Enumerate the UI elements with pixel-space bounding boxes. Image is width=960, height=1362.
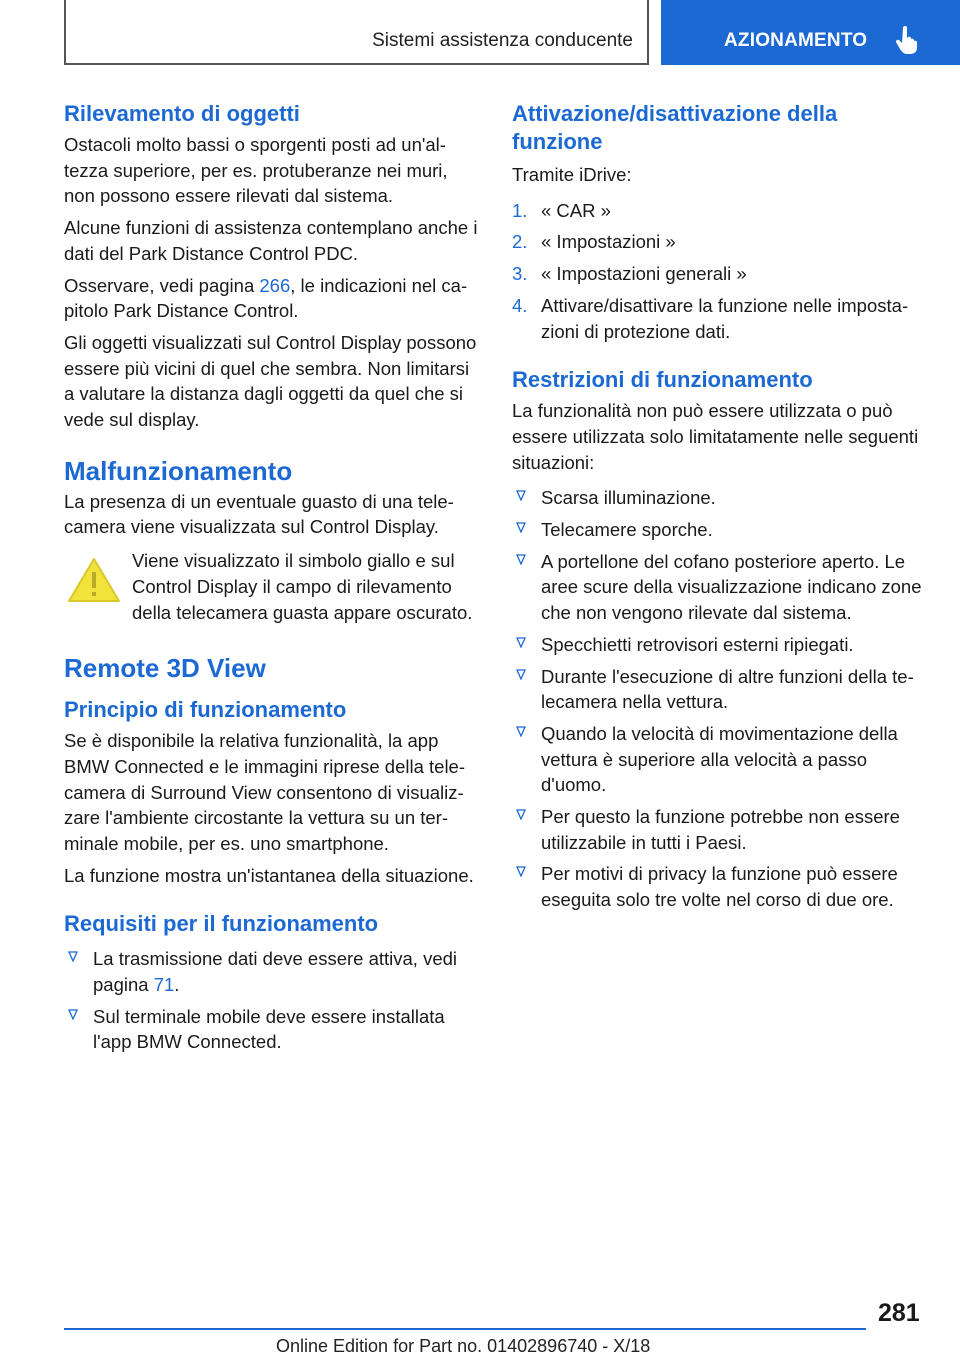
warning-note [64, 548, 482, 628]
steps-list [512, 198, 932, 345]
paragraph-principio-2: La funzione mostra un'istantanea della situazione. [64, 864, 474, 886]
list-item [512, 517, 932, 543]
list-item [512, 804, 932, 855]
subheading-principio: Principio di funzionamento [64, 697, 347, 723]
header-section-title: Sistemi assistenza conducente [372, 30, 633, 51]
footer-edition: Online Edition for Part no. 01402896740 - X/18 [276, 1336, 651, 1356]
footer-divider [64, 1328, 866, 1330]
requisiti-list [64, 946, 482, 1055]
text-segment: , le indicazioni nel capitolo Park Distance Control. [64, 274, 468, 322]
text-segment: . [174, 974, 180, 996]
text-segment: Osservare, vedi pagina [64, 274, 260, 296]
paragraph-malfunzionamento: La presenza di un eventuale guasto di una telecamera viene visualizzata sul Control Display. [64, 490, 454, 538]
header-section-box [64, 0, 649, 65]
list-item [64, 1004, 482, 1055]
subheading-requisiti: Requisiti per il funzionamento [64, 911, 379, 937]
triangle-bullet-icon [68, 1009, 78, 1020]
section-heading-malfunzionamento: Malfunzionamento [64, 455, 293, 486]
list-item [512, 664, 932, 715]
triangle-bullet-icon [516, 554, 526, 565]
triangle-bullet-icon [516, 866, 526, 877]
list-item [512, 198, 932, 224]
paragraph-restrizioni-intro: La funzionalità non può essere utilizzata o può essere utilizzata solo limitatamente nelle seguenti situazioni: [512, 400, 919, 473]
paragraph-rilevamento-2: Alcune funzioni di assistenza contemplano anche i dati del Park Distance Control PDC. [64, 217, 478, 264]
list-item-text: Telecamere sporche. [541, 519, 713, 541]
page-link-266[interactable]: 266 [259, 274, 291, 296]
left-column [64, 100, 482, 1055]
triangle-bullet-icon [516, 726, 526, 737]
text-segment: La trasmissione dati deve essere attiva, vedi pagina [93, 948, 458, 996]
warning-text: Viene visualizzato il simbolo giallo e sul Control Display il campo di rilevamento della telecamera guasta appare oscurato. [132, 550, 473, 623]
page-number: 281 [878, 1299, 920, 1327]
step-number: 2. [512, 231, 528, 253]
list-item-text: Specchietti retrovisori esterni ripiegati. [541, 633, 854, 655]
triangle-bullet-icon [516, 637, 526, 648]
list-item-text: Durante l'esecuzione di altre funzioni della telecamera nella vettura. [541, 665, 914, 713]
list-item-text: Quando la velocità di movimentazione della vettura è superiore alla velocità a passo d'uomo. [541, 722, 898, 796]
triangle-bullet-icon [68, 951, 78, 962]
step-number: 3. [512, 263, 528, 285]
list-item [512, 485, 932, 511]
header-chapter-tab[interactable] [661, 0, 960, 65]
header-chapter-label: AZIONAMENTO [724, 30, 868, 51]
section-heading-attivazione: Attivazione/disattivazione della funzione [512, 101, 838, 154]
paragraph-principio-1: Se è disponibile la relativa funzionalità, la app BMW Connected e le immagini riprese della telecamera di Surround View consentono di visualizzare l'ambiente circostante la vettura su un terminale mobile, per es. uno smartphone. [64, 730, 466, 854]
section-heading-rilevamento: Rilevamento di oggetti [64, 101, 300, 126]
list-item-text: A portellone del cofano posteriore aperto. Le aree scure della visualizzazione indicano zone che non vengono rilevate dal sistema. [541, 550, 922, 624]
triangle-bullet-icon [516, 809, 526, 820]
step-text: « CAR » [541, 199, 611, 221]
list-item [512, 293, 932, 344]
paragraph-rilevamento-3 [64, 273, 482, 324]
list-item [512, 261, 932, 287]
list-item-text: Per questo la funzione potrebbe non essere utilizzabile in tutti i Paesi. [541, 806, 900, 853]
paragraph-rilevamento-4: Gli oggetti visualizzati sul Control Display possono essere più vicini di quel che sembra. Non limitarsi a valutare la distanza dagli oggetti da quel che si vede sul display. [64, 331, 477, 431]
step-number: 4. [512, 294, 528, 316]
section-heading-restrizioni: Restrizioni di funzionamento [512, 367, 813, 393]
hand-pointer-icon [896, 26, 918, 54]
triangle-bullet-icon [516, 522, 526, 533]
triangle-bullet-icon [516, 490, 526, 501]
warning-triangle-icon [66, 556, 122, 604]
list-item [512, 861, 932, 912]
page-link-71[interactable]: 71 [153, 974, 175, 996]
list-item [512, 549, 932, 626]
triangle-bullet-icon [516, 669, 526, 680]
list-item-text: Sul terminale mobile deve essere installata l'app BMW Connected. [93, 1005, 445, 1053]
list-item [512, 229, 932, 255]
list-item-text: Scarsa illuminazione. [541, 487, 716, 509]
restrizioni-list [512, 485, 932, 913]
paragraph-rilevamento-1: Ostacoli molto bassi o sporgenti posti ad un'altezza superiore, per es. protuberanze nei muri, non possono essere rilevati dal sistema. [64, 134, 448, 207]
step-text: « Impostazioni » [541, 231, 676, 253]
right-column [512, 100, 932, 913]
list-item [512, 721, 932, 798]
list-item [64, 946, 482, 997]
list-item-text: Per motivi di privacy la funzione può essere eseguita solo tre volte nel corso di due ore. [541, 863, 898, 911]
step-text: « Impostazioni generali » [541, 263, 747, 285]
list-item [512, 632, 932, 658]
step-number: 1. [512, 199, 528, 221]
paragraph-attivazione-intro: Tramite iDrive: [512, 164, 632, 185]
step-text: Attivare/disattivare la funzione nelle impostazioni di protezione dati. [541, 294, 909, 342]
section-heading-remote-3d-view: Remote 3D View [64, 653, 266, 684]
